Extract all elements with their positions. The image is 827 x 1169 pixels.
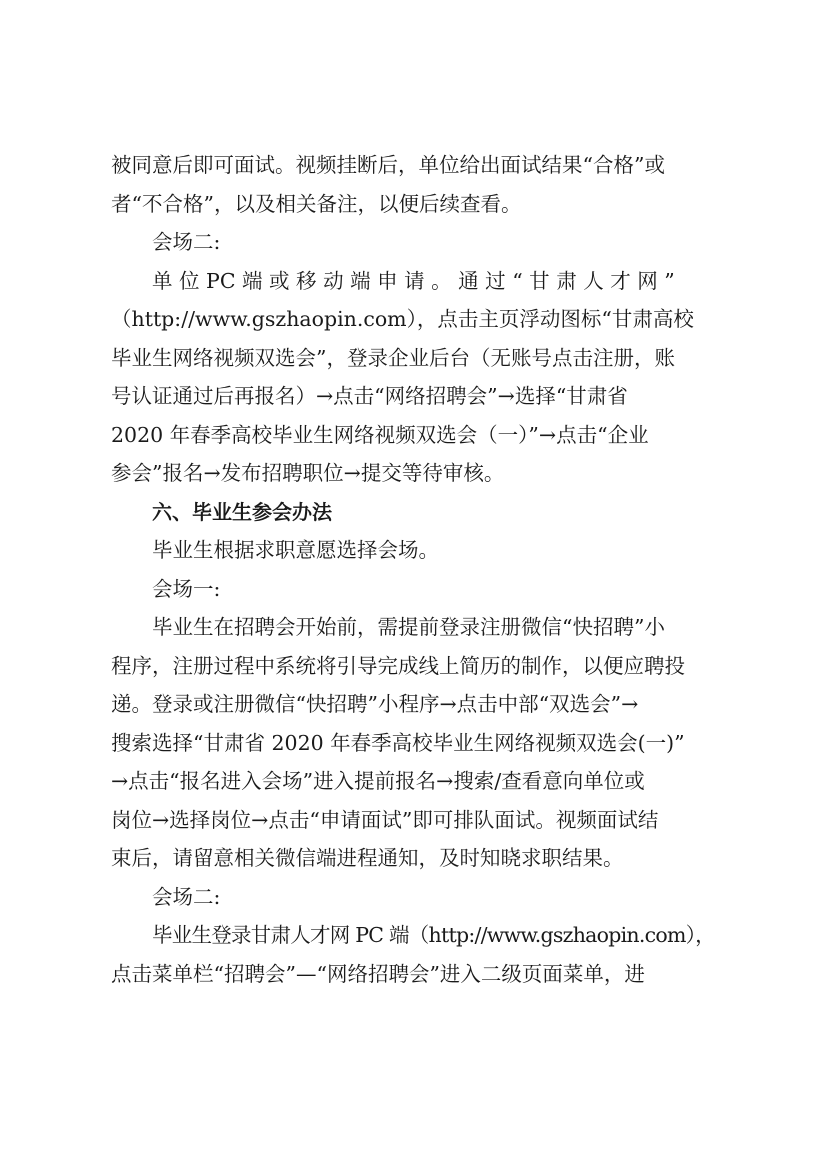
paragraph-line: （http://www.gszhaopin.com），点击主页浮动图标“甘肃高校 xyxy=(111,307,694,331)
paragraph-line: 搜索选择“甘肃省 2020 年春季高校毕业生网络视频双选会(一)” xyxy=(111,730,685,755)
paragraph-line: 参会”报名→发布招聘职位→提交等待审核。 xyxy=(111,461,505,485)
paragraph-line: 岗位→选择岗位→点击“申请面试”即可排队面试。视频面试结 xyxy=(111,807,659,832)
paragraph-line: 被同意后即可面试。视频挂断后，单位给出面试结果“合格”或 xyxy=(111,153,665,177)
paragraph-line: 点击菜单栏“招聘会”—“网络招聘会”进入二级页面菜单，进 xyxy=(111,961,645,986)
paragraph-line: 者“不合格”，以及相关备注，以便后续查看。 xyxy=(111,191,522,216)
paragraph-line: 毕业生根据求职意愿选择会场。 xyxy=(152,538,439,562)
paragraph-line: 毕业生登录甘肃人才网 PC 端（http://www.gszhaopin.com）， xyxy=(152,923,715,947)
paragraph-line: 单 位 PC 端 或 移 动 端 申 请 。 通 过 “ 甘 肃 人 才 网 ” xyxy=(152,268,675,293)
venue-one-subheading: 会场一: xyxy=(152,576,221,601)
paragraph-line: →点击“报名进入会场”进入提前报名→搜索/查看意向单位或 xyxy=(111,769,645,793)
paragraph-line: 递。登录或注册微信“快招聘”小程序→点击中部“双选会”→ xyxy=(111,692,639,716)
paragraph-line: 2020 年春季高校毕业生网络视频双选会（一）”→点击“企业 xyxy=(111,422,649,447)
paragraph-line: 程序，注册过程中系统将引导完成线上简历的制作，以便应聘投 xyxy=(111,653,685,678)
venue-two-subheading: 会场二: xyxy=(152,230,221,254)
venue-two-subheading: 会场二: xyxy=(152,884,221,909)
paragraph-line: 毕业生网络视频双选会”，登录企业后台（无账号点击注册，账 xyxy=(111,345,675,370)
paragraph-line: 束后，请留意相关微信端进程通知，及时知晓求职结果。 xyxy=(111,846,624,870)
section-heading: 六、毕业生参会办法 xyxy=(152,499,332,524)
paragraph-line: 毕业生在招聘会开始前，需提前登录注册微信“快招聘”小 xyxy=(152,615,665,639)
paragraph-line: 号认证通过后再报名）→点击“网络招聘会”→选择“甘肃省 xyxy=(111,384,628,408)
document-body xyxy=(111,146,719,993)
